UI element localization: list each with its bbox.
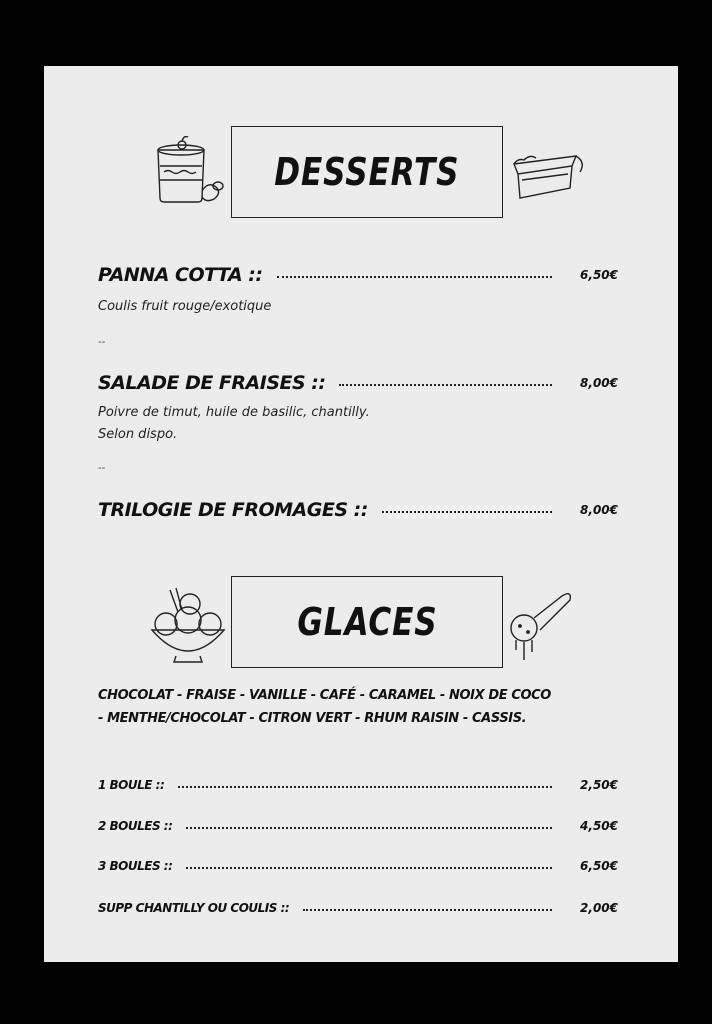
dessert-item-salade-de-fraises: [98, 372, 618, 394]
dotted-leader: [178, 786, 552, 788]
glass-dessert-icon: [152, 136, 232, 206]
glaces-option-1-boule: [98, 778, 618, 792]
ice-cream-flavors: CHOCOLAT - FRAISE - VANILLE - CAFÉ - CARAMEL - NOIX DE COCO - MENTHE/CHOCOLAT - CITRON VERT - RHUM RAISIN - CASSIS.: [98, 688, 551, 726]
option-price: 2,50€: [580, 778, 618, 792]
dotted-leader: [382, 511, 552, 513]
glaces-option-2-boules: [98, 819, 618, 833]
dotted-leader: [277, 276, 552, 278]
dotted-leader: [186, 867, 552, 869]
option-name: 2 BOULES ::: [98, 819, 173, 833]
desserts-title: DESSERTS: [274, 150, 460, 194]
pie-slice-icon: [510, 150, 590, 204]
glaces-option-3-boules: [98, 859, 618, 873]
item-name: PANNA COTTA ::: [98, 264, 263, 286]
option-name: SUPP CHANTILLY OU COULIS ::: [98, 901, 290, 915]
item-description-line-2: Selon dispo.: [98, 427, 178, 442]
item-price: 6,50€: [580, 268, 618, 282]
dotted-leader: [186, 827, 552, 829]
dotted-leader: [303, 909, 552, 911]
separator: --: [98, 462, 106, 474]
option-name: 1 BOULE ::: [98, 778, 165, 792]
item-name: TRILOGIE DE FROMAGES ::: [98, 499, 368, 521]
dotted-leader: [339, 384, 552, 386]
glaces-title-box: [231, 576, 503, 668]
glaces-option-supp: [98, 901, 618, 915]
option-price: 6,50€: [580, 859, 618, 873]
dessert-item-panna-cotta: [98, 264, 618, 286]
option-price: 2,00€: [580, 901, 618, 915]
separator: --: [98, 336, 106, 348]
item-price: 8,00€: [580, 376, 618, 390]
ice-cream-bowl-icon: [148, 586, 228, 666]
item-name: SALADE DE FRAISES ::: [98, 372, 326, 394]
item-price: 8,00€: [580, 503, 618, 517]
option-price: 4,50€: [580, 819, 618, 833]
option-name: 3 BOULES ::: [98, 859, 173, 873]
dessert-item-trilogie-de-fromages: [98, 499, 618, 521]
menu-page: [44, 66, 678, 962]
ice-cream-scoop-icon: [508, 586, 578, 670]
item-description-line-1: Poivre de timut, huile de basilic, chantilly.: [98, 405, 370, 420]
glaces-title: GLACES: [296, 600, 438, 644]
desserts-title-box: [231, 126, 503, 218]
item-description: Coulis fruit rouge/exotique: [98, 299, 272, 314]
